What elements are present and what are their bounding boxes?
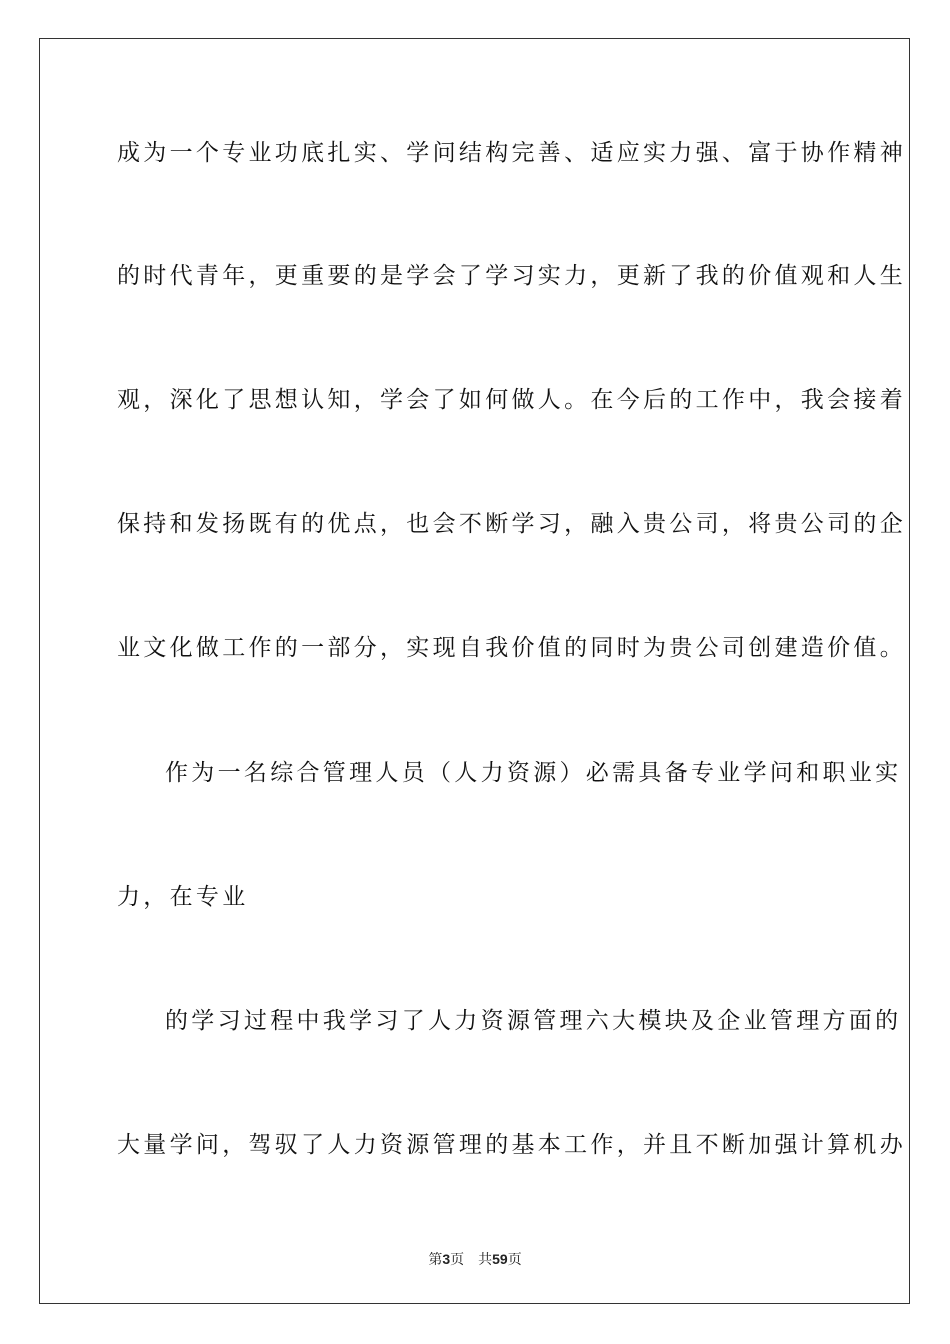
page-frame	[39, 38, 910, 1304]
text-line-5: 业文化做工作的一部分，实现自我价值的同时为贵公司创建造价值。	[117, 635, 906, 661]
text-line-2: 的时代青年，更重要的是学会了学习实力，更新了我的价值观和人生	[117, 263, 906, 289]
text-line-4: 保持和发扬既有的优点，也会不断学习，融入贵公司，将贵公司的企	[117, 511, 906, 537]
total-suffix: 页	[507, 1252, 522, 1268]
text-line-3: 观，深化了思想认知，学会了如何做人。在今后的工作中，我会接着	[117, 387, 906, 413]
page-suffix: 页	[450, 1252, 465, 1268]
text-line-8: 的学习过程中我学习了人力资源管理六大模块及企业管理方面的	[165, 1008, 902, 1034]
total-pages: 59	[492, 1251, 508, 1267]
text-line-7: 力，在专业	[117, 884, 249, 910]
page-number: 3	[442, 1251, 451, 1267]
total-prefix: 共	[478, 1252, 493, 1268]
page-prefix: 第	[428, 1252, 443, 1268]
page-footer	[0, 1250, 950, 1269]
text-line-6: 作为一名综合管理人员（人力资源）必需具备专业学问和职业实	[165, 760, 902, 786]
text-line-1: 成为一个专业功底扎实、学问结构完善、适应实力强、富于协作精神	[117, 140, 906, 166]
text-line-9: 大量学问，驾驭了人力资源管理的基本工作，并且不断加强计算机办	[117, 1132, 906, 1158]
